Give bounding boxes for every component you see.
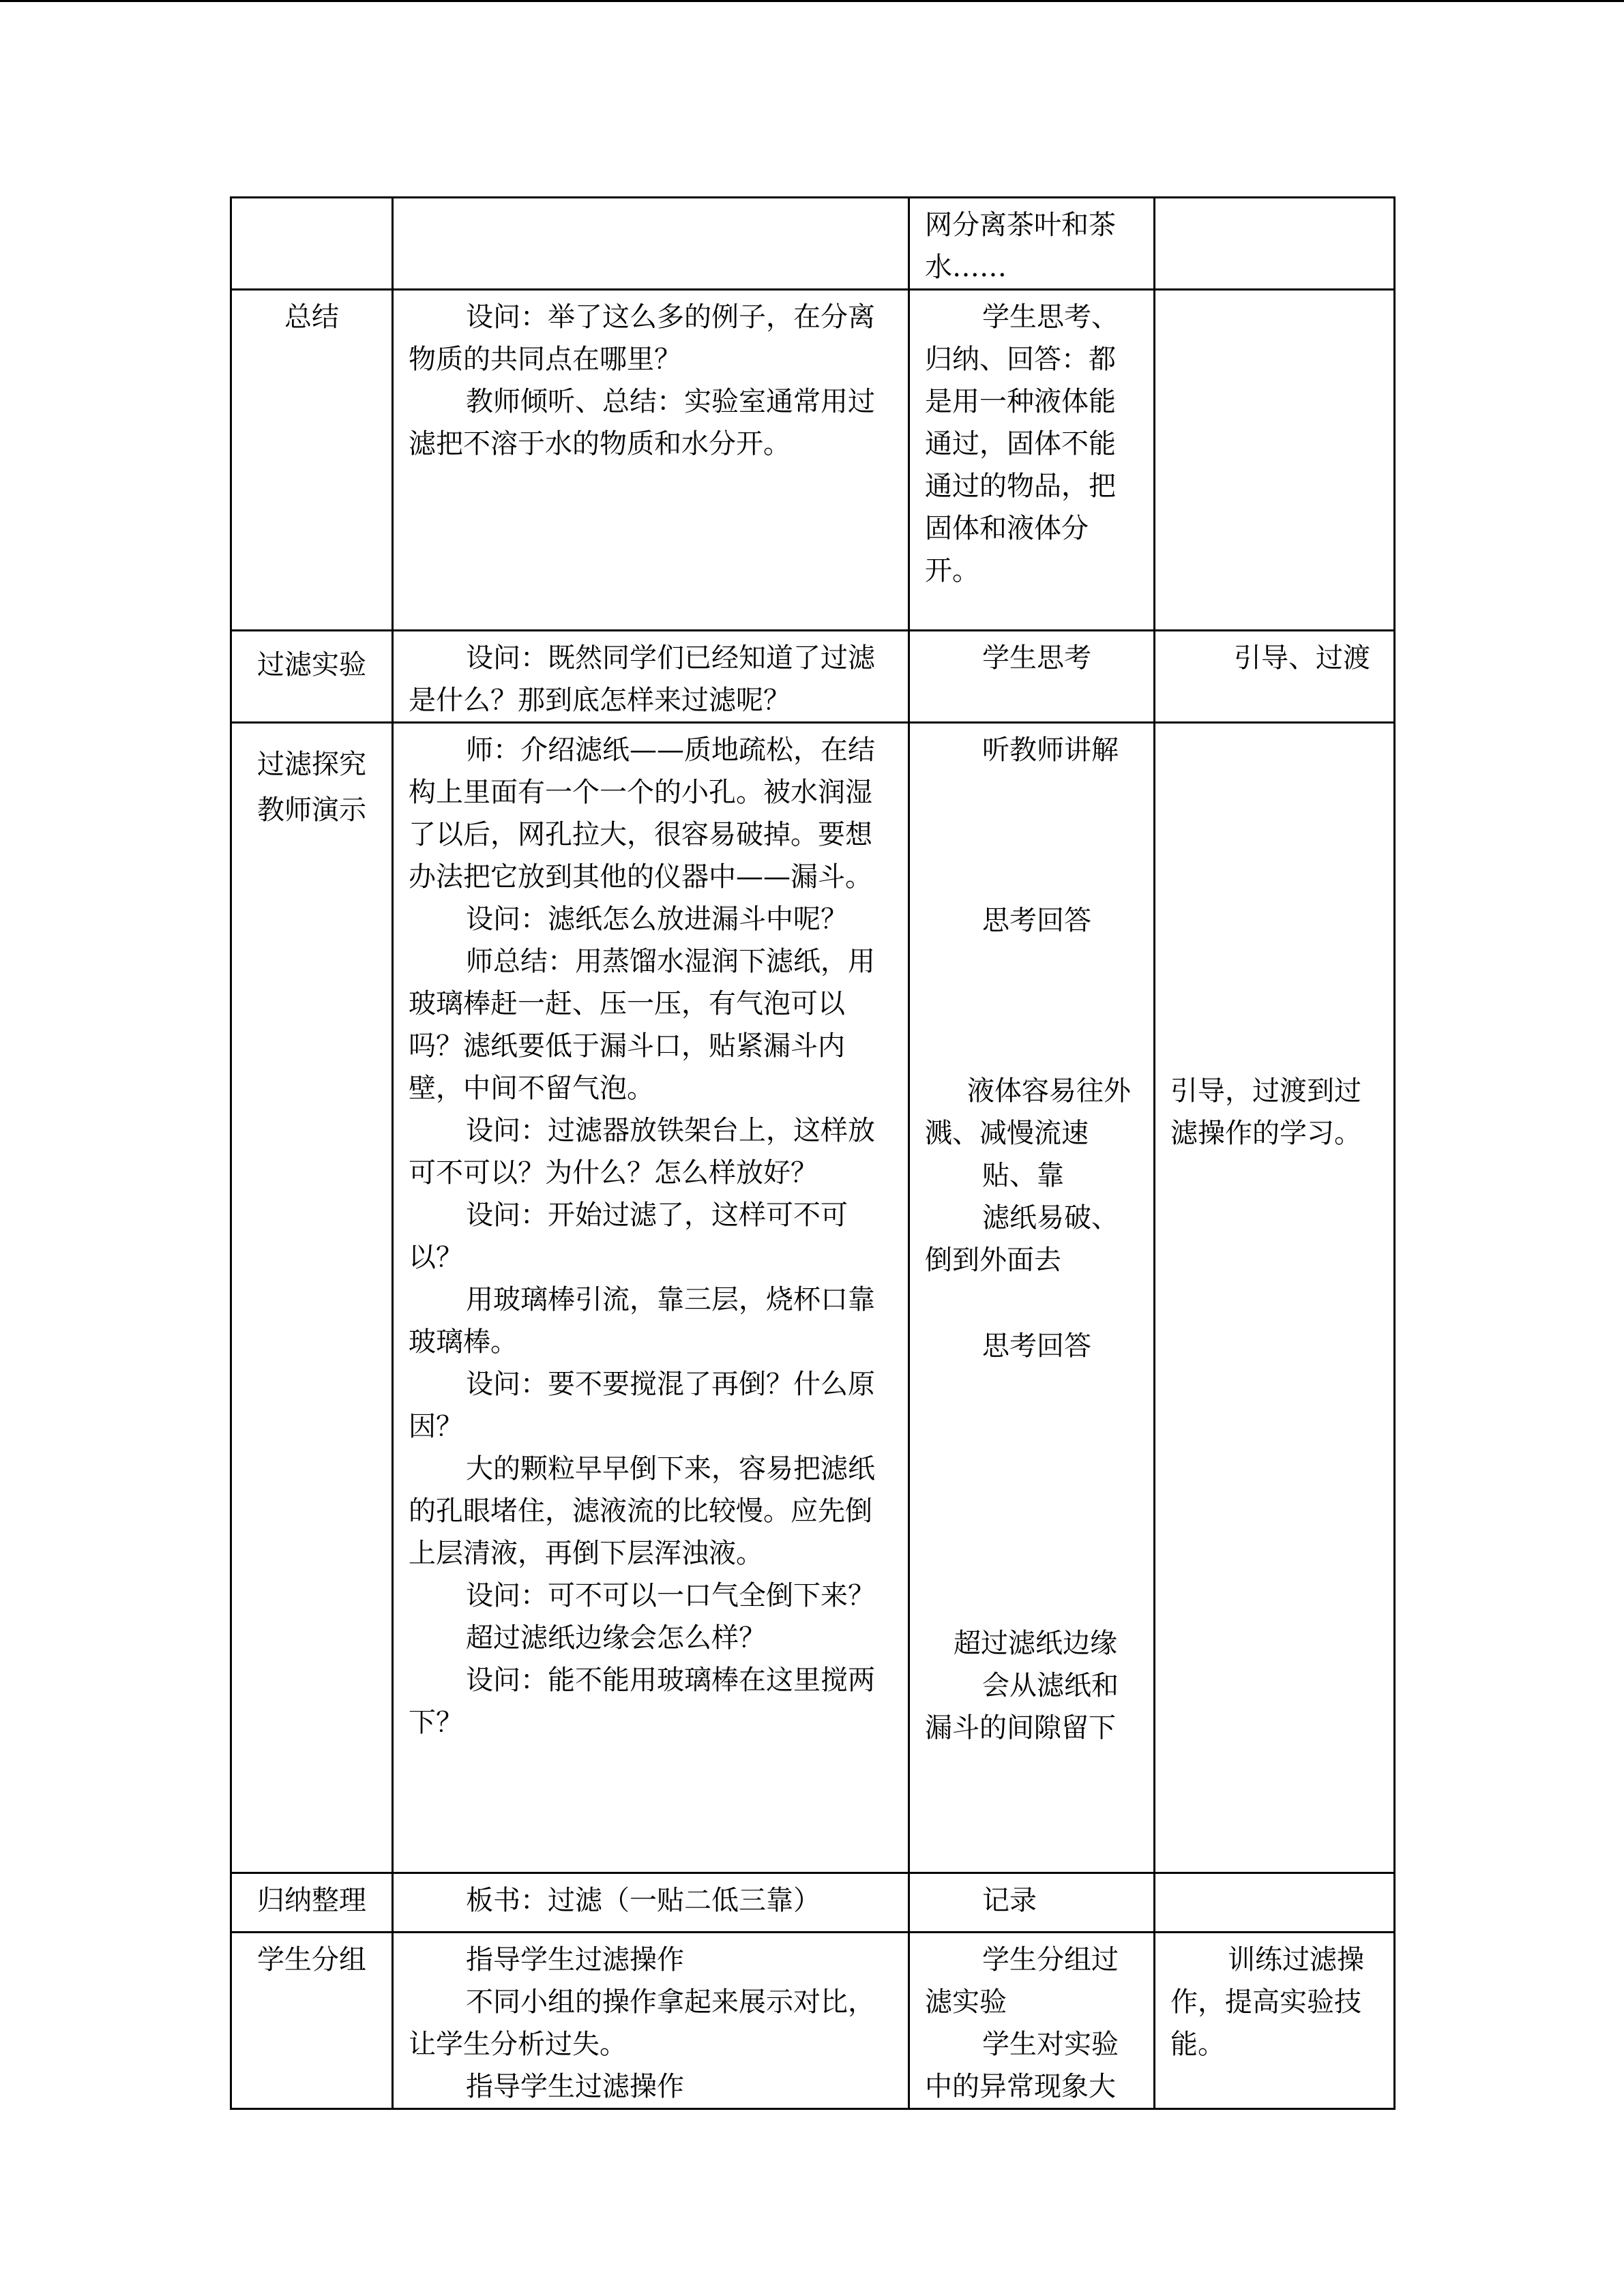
table-row xyxy=(231,1873,1395,1933)
teacher-activity-cell xyxy=(393,290,909,631)
teacher-text: 设问：滤纸怎么放进漏斗中呢？ xyxy=(466,904,848,935)
stage-cell xyxy=(231,723,393,1873)
student-activity-cell xyxy=(909,1933,1155,2109)
stage-cell xyxy=(231,631,393,723)
student-text: 学生对实验中的异常现象大 xyxy=(925,2029,1119,2102)
stage-cell xyxy=(231,198,393,290)
table-row xyxy=(231,631,1395,723)
teacher-text: 不同小组的操作拿起来展示对比，让学生分析过失。 xyxy=(409,1986,875,2060)
student-text: 会从滤纸和漏斗的间隙留下 xyxy=(925,1670,1119,1744)
page-top-border xyxy=(0,0,1624,2)
table-row xyxy=(231,1933,1395,2109)
design-intent-cell xyxy=(1155,1933,1395,2109)
student-text: 水…… xyxy=(925,252,1007,283)
teacher-activity-cell xyxy=(393,1933,909,2109)
student-text: 滤纸易破、倒到外面去 xyxy=(925,1202,1119,1276)
student-activity-cell xyxy=(909,723,1155,1873)
teacher-text: 设问：能不能用玻璃棒在这里搅两下？ xyxy=(409,1665,875,1738)
student-text: 学生思考、归纳、回答：都是用一种液体能通过，固体不能通过的物品，把固体和液体分开。 xyxy=(925,301,1119,586)
student-text: 贴、靠 xyxy=(982,1160,1064,1191)
student-text: 记录 xyxy=(982,1885,1037,1916)
stage-label: 教师演示 xyxy=(257,794,366,826)
student-text: 思考回答 xyxy=(982,1330,1091,1362)
student-text: 听教师讲解 xyxy=(982,734,1119,766)
teacher-text: 教师倾听、总结：实验室通常用过滤把不溶于水的物质和水分开。 xyxy=(409,386,875,460)
teacher-text: 设问：既然同学们已经知道了过滤是什么？那到底怎样来过滤呢？ xyxy=(409,642,875,716)
student-text: 超过滤纸边缘 xyxy=(954,1628,1117,1659)
student-text: 学生思考 xyxy=(982,642,1091,674)
teacher-text: 设问：举了这么多的例子，在分离物质的共同点在哪里？ xyxy=(409,301,875,375)
teacher-text: 设问：过滤器放铁架台上，这样放可不可以？为什么？怎么样放好？ xyxy=(409,1115,875,1189)
stage-label: 过滤探究 xyxy=(257,749,366,780)
teacher-activity-cell xyxy=(393,1873,909,1933)
intent-text: 引导、过渡 xyxy=(1234,642,1370,674)
stage-cell xyxy=(231,1933,393,2109)
design-intent-cell xyxy=(1155,1873,1395,1933)
stage-label: 总结 xyxy=(284,301,339,333)
table-row xyxy=(231,723,1395,1873)
teacher-text: 师总结：用蒸馏水湿润下滤纸，用玻璃棒赶一赶、压一压，有气泡可以吗？滤纸要低于漏斗口，贴紧漏斗内壁，中间不留气泡。 xyxy=(409,946,875,1104)
teacher-activity-cell xyxy=(393,198,909,290)
student-activity-cell xyxy=(909,198,1155,290)
teacher-text: 用玻璃棒引流，靠三层，烧杯口靠玻璃棒。 xyxy=(409,1284,875,1358)
teacher-text: 指导学生过滤操作 xyxy=(466,2071,684,2102)
intent-text: 训练过滤操作，提高实验技能。 xyxy=(1170,1944,1364,2060)
student-text: 网分离茶叶和茶 xyxy=(925,209,1116,241)
teacher-text: 设问：要不要搅混了再倒？什么原因？ xyxy=(409,1369,875,1442)
student-activity-cell xyxy=(909,631,1155,723)
intent-text: 引导，过渡到过滤操作的学习。 xyxy=(1170,1075,1361,1149)
design-intent-cell xyxy=(1155,723,1395,1873)
student-text: 思考回答 xyxy=(982,905,1091,936)
stage-label: 学生分组 xyxy=(257,1944,366,1976)
design-intent-cell xyxy=(1155,290,1395,631)
table-row xyxy=(231,198,1395,290)
student-text: 液体容易往外溅、减慢流速 xyxy=(925,1075,1131,1149)
teacher-text: 大的颗粒早早倒下来，容易把滤纸的孔眼堵住，滤液流的比较慢。应先倒上层清液，再倒下层浑浊液。 xyxy=(409,1453,875,1569)
teacher-text: 指导学生过滤操作 xyxy=(466,1944,684,1976)
teacher-text: 设问：开始过滤了，这样可不可以？ xyxy=(409,1199,848,1273)
stage-label: 归纳整理 xyxy=(257,1885,366,1916)
stage-cell xyxy=(231,1873,393,1933)
teacher-text: 师：介绍滤纸——质地疏松，在结构上里面有一个一个的小孔。被水润湿了以后，网孔拉大，很容易破掉。要想办法把它放到其他的仪器中——漏斗。 xyxy=(409,734,875,893)
table-row xyxy=(231,290,1395,631)
teacher-activity-cell xyxy=(393,723,909,1873)
lesson-plan-table xyxy=(230,196,1396,2110)
teacher-activity-cell xyxy=(393,631,909,723)
student-activity-cell xyxy=(909,290,1155,631)
design-intent-cell xyxy=(1155,198,1395,290)
teacher-text: 设问：可不可以一口气全倒下来？ xyxy=(466,1580,875,1611)
stage-cell xyxy=(231,290,393,631)
teacher-text: 超过滤纸边缘会怎么样？ xyxy=(466,1622,766,1654)
student-text: 学生分组过滤实验 xyxy=(925,1944,1119,2018)
student-activity-cell xyxy=(909,1873,1155,1933)
teacher-text: 板书：过滤（一贴二低三靠） xyxy=(466,1885,821,1916)
stage-label: 过滤实验 xyxy=(257,649,366,681)
design-intent-cell xyxy=(1155,631,1395,723)
